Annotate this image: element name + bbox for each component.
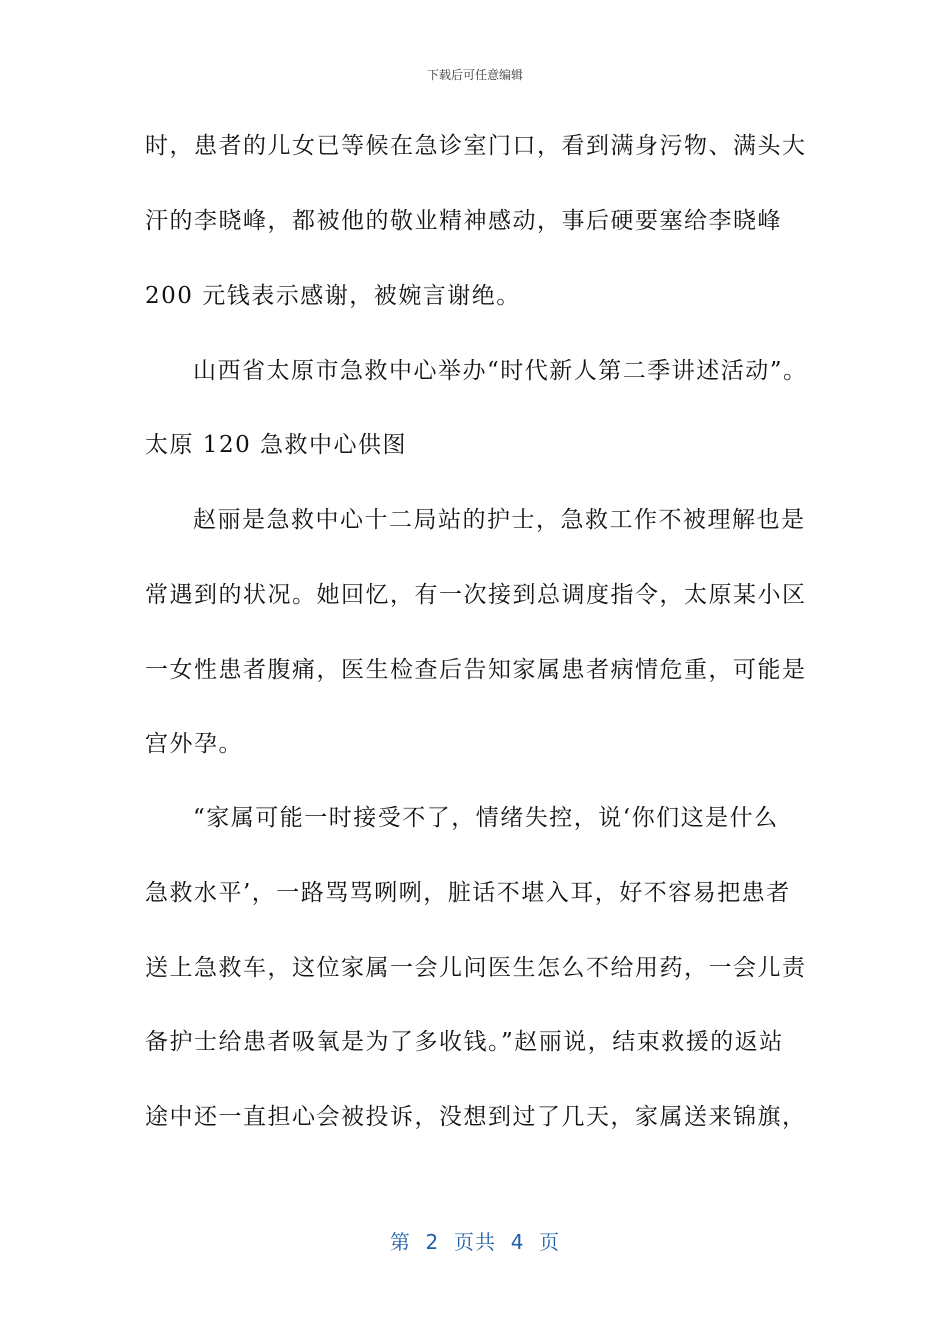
paragraph-start-line: 山西省太原市急救中心举办“时代新人第二季讲述活动”。	[193, 358, 808, 384]
text-line: 备护士给患者吸氧是为了多收钱。”赵丽说，结束救援的返站	[145, 1029, 784, 1055]
text-line: 时，患者的儿女已等候在急诊室门口，看到满身污物、满头大	[145, 133, 807, 159]
text-line: 宫外孕。	[145, 731, 243, 757]
text-line: 太原 120 急救中心供图	[145, 432, 408, 458]
text-line: 常遇到的状况。她回忆，有一次接到总调度指令，太原某小区	[145, 582, 807, 608]
text-line: 途中还一直担心会被投诉，没想到过了几天，家属送来锦旗，	[145, 1104, 807, 1130]
page-number-footer	[0, 1226, 950, 1255]
text-line: 送上急救车，这位家属一会儿问医生怎么不给用药，一会儿责	[145, 955, 807, 981]
page-number-text: 第 2 页共 4 页	[389, 1230, 561, 1254]
paragraph-start-line: “家属可能一时接受不了，情绪失控，说‘你们这是什么	[193, 805, 779, 831]
page-header-note: 下载后可任意编辑	[426, 68, 523, 82]
text-line: 200 元钱表示感谢，被婉言谢绝。	[145, 283, 521, 309]
text-line: 汗的李晓峰，都被他的敬业精神感动，事后硬要塞给李晓峰	[145, 208, 782, 234]
text-line: 一女性患者腹痛，医生检查后告知家属患者病情危重，可能是	[145, 657, 807, 683]
paragraph-start-line: 赵丽是急救中心十二局站的护士，急救工作不被理解也是	[193, 507, 806, 533]
text-line: 急救水平’，一路骂骂咧咧，脏话不堪入耳，好不容易把患者	[145, 880, 791, 906]
